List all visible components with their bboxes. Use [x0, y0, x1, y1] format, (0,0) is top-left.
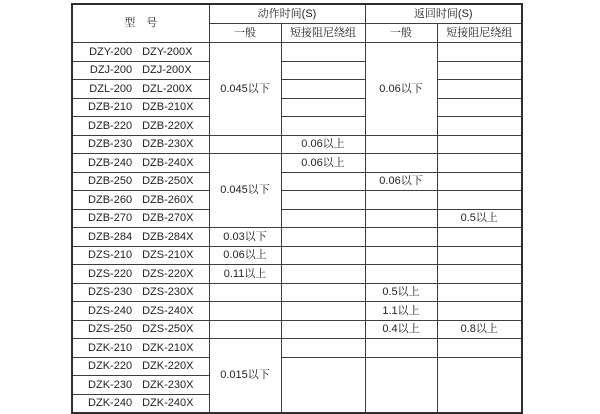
return-damping-cell	[437, 283, 522, 302]
return-damping-cell	[437, 172, 522, 191]
table-row	[72, 154, 522, 173]
model-cell	[72, 265, 209, 284]
model-name: DZB-284	[88, 230, 133, 243]
return-general-cell: 0.5以上	[365, 283, 437, 302]
model-name-x: DZS-220X	[142, 267, 194, 280]
model-name-x: DZS-250X	[142, 323, 194, 336]
return-general-cell	[365, 191, 437, 210]
model-cell	[72, 209, 209, 228]
model-name-x: DZS-210X	[142, 249, 194, 262]
table-row	[72, 191, 522, 210]
action-damping-cell: 0.06以上	[281, 154, 365, 173]
return-damping-cell	[437, 302, 522, 321]
action-general-cell	[209, 320, 281, 339]
action-general-cell: 0.045以下	[209, 154, 281, 228]
return-general-cell: 1.1以上	[365, 302, 437, 321]
return-general-cell	[365, 246, 437, 265]
model-name-x: DZB-240X	[142, 156, 194, 169]
model-name: DZK-230	[88, 378, 133, 391]
action-damping-cell	[281, 98, 365, 117]
model-name: DZB-270	[88, 212, 133, 225]
table-row	[72, 98, 522, 117]
model-name-x: DZB-270X	[142, 212, 194, 225]
model-name-x: DZK-210X	[142, 341, 194, 354]
table-row	[72, 228, 522, 247]
model-cell	[72, 98, 209, 117]
model-name: DZK-240	[88, 397, 133, 410]
return-general-cell	[365, 357, 437, 413]
return-general-subheader: 一般	[365, 24, 437, 43]
model-cell	[72, 191, 209, 210]
model-name: DZS-240	[88, 304, 133, 317]
table-row	[72, 265, 522, 284]
action-damping-cell: 0.06以上	[281, 135, 365, 154]
return-damping-cell	[437, 154, 522, 173]
model-cell	[72, 80, 209, 99]
table-row	[72, 302, 522, 321]
table-row	[72, 320, 522, 339]
model-name: DZB-220	[88, 119, 133, 132]
model-name-x: DZK-230X	[142, 378, 194, 391]
model-cell	[72, 154, 209, 173]
model-cell	[72, 302, 209, 321]
action-time-header: 动作时间(S)	[209, 4, 365, 24]
model-name-x: DZB-230X	[142, 138, 194, 151]
model-name-x: DZB-284X	[142, 230, 194, 243]
model-name: DZB-210	[88, 101, 133, 114]
action-damping-cell	[281, 283, 365, 302]
table-row	[72, 117, 522, 136]
action-damping-cell	[281, 43, 365, 62]
action-damping-cell	[281, 228, 365, 247]
model-cell	[72, 61, 209, 80]
action-general-cell: 0.06以上	[209, 246, 281, 265]
model-name-x: DZJ-200X	[142, 64, 192, 77]
return-general-cell	[365, 135, 437, 154]
action-damping-cell	[281, 302, 365, 321]
return-general-cell: 0.06以下	[365, 172, 437, 191]
action-damping-cell	[281, 357, 365, 413]
return-general-cell	[365, 339, 437, 358]
action-damping-cell	[281, 265, 365, 284]
model-name: DZB-250	[88, 175, 133, 188]
action-general-subheader: 一般	[209, 24, 281, 43]
return-damping-cell	[437, 80, 522, 99]
model-name-x: DZS-230X	[142, 286, 194, 299]
model-column-header: 型 号	[72, 4, 209, 43]
model-cell	[72, 135, 209, 154]
return-general-cell	[365, 228, 437, 247]
return-damping-cell	[437, 228, 522, 247]
return-damping-cell	[437, 339, 522, 358]
model-cell	[72, 283, 209, 302]
model-cell	[72, 43, 209, 62]
return-damping-cell	[437, 117, 522, 136]
model-name: DZS-250	[88, 323, 133, 336]
table-row	[72, 80, 522, 99]
return-damping-cell: 0.8以上	[437, 320, 522, 339]
model-name: DZB-260	[88, 193, 133, 206]
model-name-x: DZB-260X	[142, 193, 194, 206]
model-name: DZK-220	[88, 360, 133, 373]
action-general-cell: 0.015以下	[209, 339, 281, 414]
model-cell	[72, 394, 209, 413]
model-name-x: DZB-220X	[142, 119, 194, 132]
table-row	[72, 61, 522, 80]
return-general-cell	[365, 209, 437, 228]
model-name: DZK-210	[88, 341, 133, 354]
model-name-x: DZL-200X	[142, 82, 193, 95]
return-damping-cell	[437, 357, 522, 413]
return-time-header: 返回时间(S)	[365, 4, 522, 24]
table-row	[72, 339, 522, 358]
action-damping-cell	[281, 339, 365, 358]
return-damping-cell	[437, 61, 522, 80]
model-name-x: DZS-240X	[142, 304, 194, 317]
table-row	[72, 135, 522, 154]
model-name: DZS-230	[88, 286, 133, 299]
action-general-cell	[209, 283, 281, 302]
return-general-cell	[365, 265, 437, 284]
model-name: DZS-220	[88, 267, 133, 280]
return-damping-cell	[437, 191, 522, 210]
model-name: DZJ-200	[89, 64, 133, 77]
model-cell	[72, 246, 209, 265]
relay-timing-spec-table	[71, 3, 523, 414]
return-damping-cell	[437, 135, 522, 154]
return-damping-cell	[437, 43, 522, 62]
model-cell	[72, 357, 209, 376]
model-cell	[72, 172, 209, 191]
table-row	[72, 283, 522, 302]
table-row	[72, 209, 522, 228]
action-general-cell	[209, 135, 281, 154]
return-damping-cell	[437, 265, 522, 284]
model-cell	[72, 376, 209, 395]
action-general-cell: 0.045以下	[209, 43, 281, 136]
return-damping-cell	[437, 98, 522, 117]
return-damping-subheader: 短接阻尼绕组	[437, 24, 522, 43]
return-damping-cell	[437, 246, 522, 265]
action-damping-cell	[281, 209, 365, 228]
action-general-cell: 0.11以上	[209, 265, 281, 284]
action-damping-cell	[281, 172, 365, 191]
table-row	[72, 172, 522, 191]
return-damping-cell: 0.5以上	[437, 209, 522, 228]
return-general-cell: 0.4以上	[365, 320, 437, 339]
action-damping-cell	[281, 320, 365, 339]
action-damping-cell	[281, 246, 365, 265]
model-name: DZB-230	[88, 138, 133, 151]
model-name: DZB-240	[88, 156, 133, 169]
action-damping-cell	[281, 117, 365, 136]
action-general-cell	[209, 302, 281, 321]
model-name-x: DZB-210X	[142, 101, 194, 114]
model-name-x: DZK-240X	[142, 397, 194, 410]
return-general-cell	[365, 154, 437, 173]
action-general-cell: 0.03以下	[209, 228, 281, 247]
table-row	[72, 246, 522, 265]
model-name-x: DZB-250X	[142, 175, 194, 188]
model-cell	[72, 117, 209, 136]
model-cell	[72, 339, 209, 358]
table-row	[72, 43, 522, 62]
model-cell	[72, 320, 209, 339]
action-damping-subheader: 短接阻尼绕组	[281, 24, 365, 43]
action-damping-cell	[281, 191, 365, 210]
model-name-x: DZK-220X	[142, 360, 194, 373]
return-general-cell: 0.06以下	[365, 43, 437, 136]
action-damping-cell	[281, 61, 365, 80]
action-damping-cell	[281, 80, 365, 99]
model-name: DZS-210	[88, 249, 133, 262]
model-name-x: DZY-200X	[142, 45, 193, 58]
header-row-groups	[72, 4, 522, 24]
table-row	[72, 357, 522, 376]
model-name: DZY-200	[89, 45, 133, 58]
model-name: DZL-200	[89, 82, 133, 95]
model-cell	[72, 228, 209, 247]
